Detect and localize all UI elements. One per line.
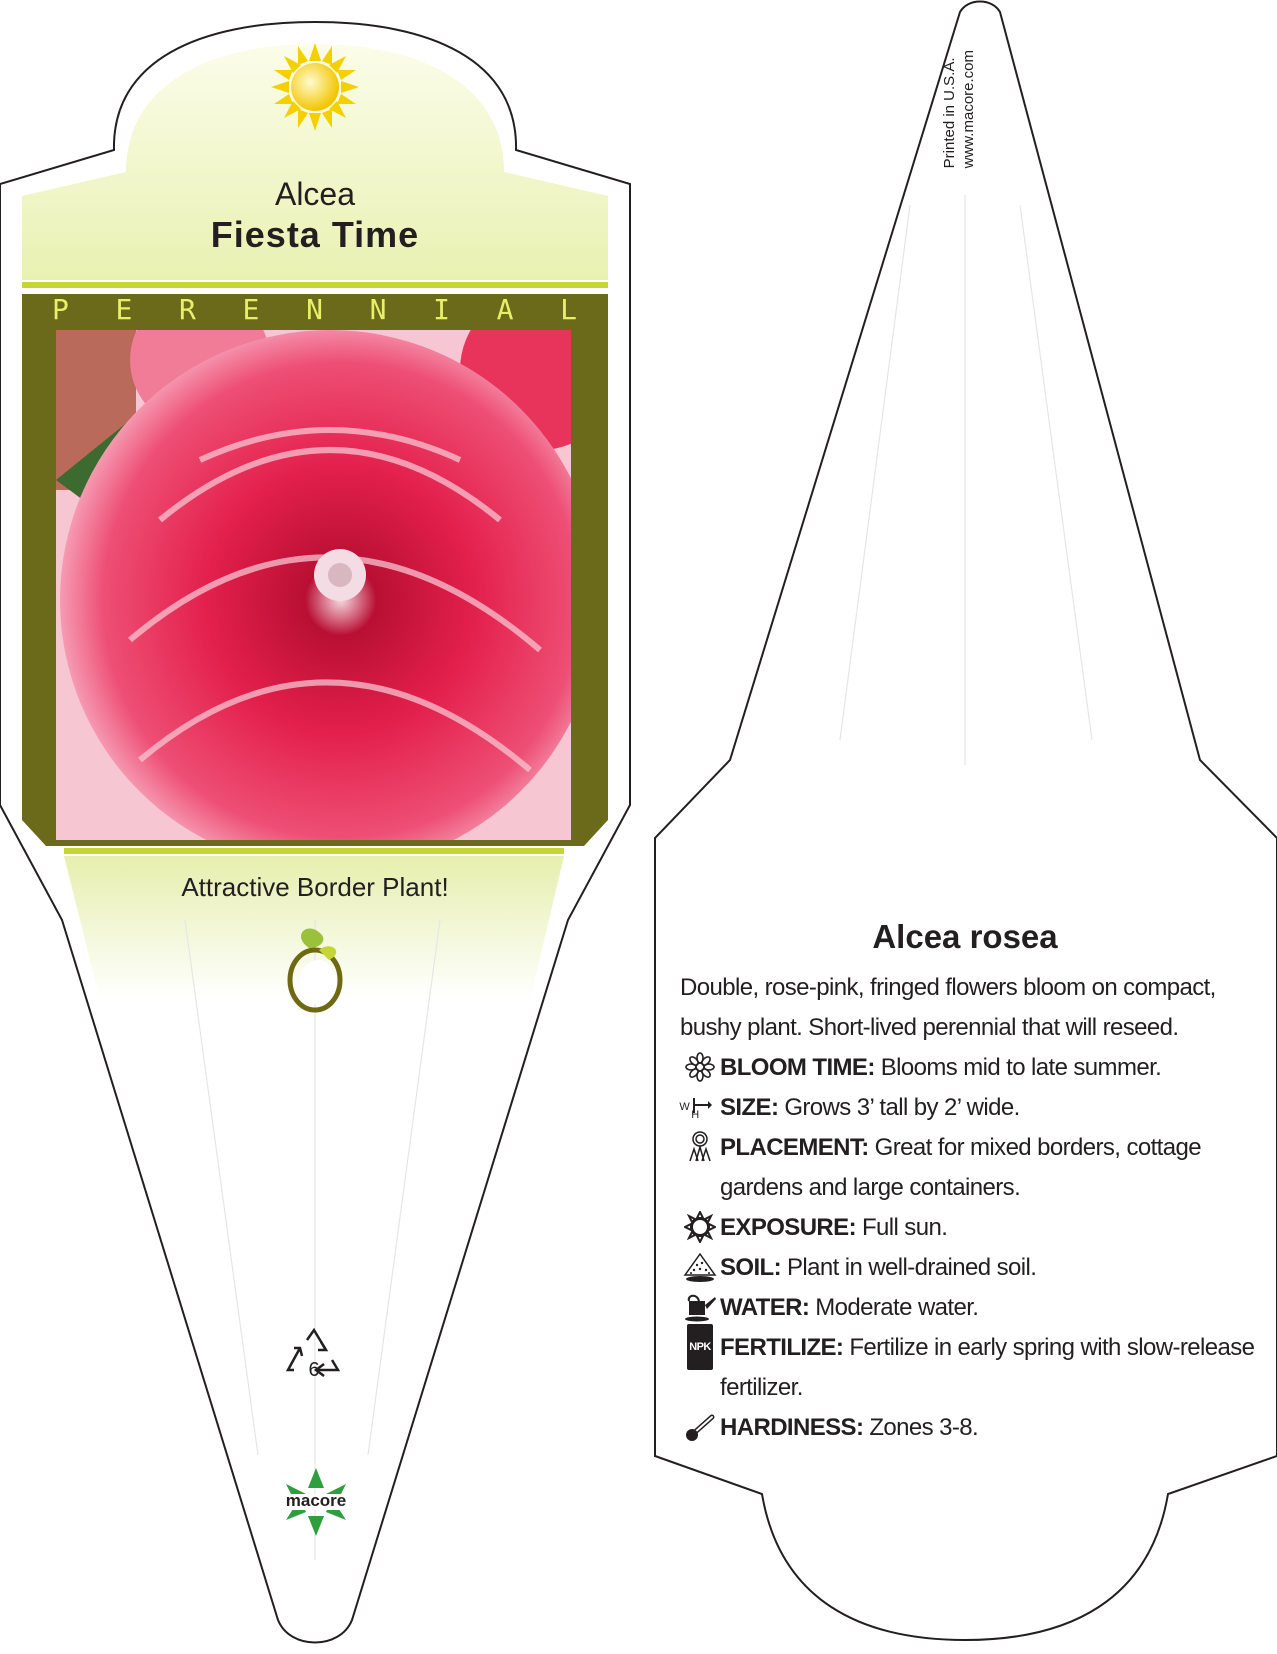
care-text: Fertilize in early spring with slow-release fertilizer. <box>720 1334 1255 1401</box>
imprint <box>940 50 978 168</box>
care-info <box>680 968 1265 1448</box>
npk-icon <box>680 1328 720 1366</box>
tagline: Attractive Border Plant! <box>181 872 449 902</box>
sun-outline-icon <box>680 1208 720 1246</box>
size-h-label: H <box>691 1109 699 1121</box>
care-label: WATER: <box>720 1294 810 1321</box>
category-letter: E <box>242 293 260 326</box>
category-letter: P <box>52 293 69 326</box>
category-letter: I <box>433 293 450 326</box>
care-item-exposure <box>680 1208 1265 1248</box>
watering-can-icon <box>680 1288 720 1326</box>
genus-name: Alcea <box>274 176 356 212</box>
category-letter: N <box>369 293 387 326</box>
care-item-placement <box>680 1128 1265 1208</box>
flower-photo <box>56 290 620 870</box>
care-label: BLOOM TIME: <box>720 1054 875 1081</box>
flower-icon <box>680 1048 720 1086</box>
care-item-soil <box>680 1248 1265 1288</box>
category-label <box>22 293 607 326</box>
thermometer-icon <box>680 1408 720 1446</box>
care-label: HARDINESS: <box>720 1414 864 1441</box>
description: Double, rose-pink, fringed flowers bloom on compact, bushy plant. Short-lived perennial that will reseed. <box>680 974 1216 1041</box>
category-letter: L <box>560 293 577 326</box>
recycle-number: 6 <box>308 1359 320 1381</box>
care-item-size <box>680 1088 1265 1128</box>
size-w-label: W <box>679 1101 690 1113</box>
care-label: PLACEMENT: <box>720 1134 869 1161</box>
category-letter: A <box>496 293 514 326</box>
category-letter: E <box>115 293 133 326</box>
species-name: Alcea rosea <box>872 918 1058 955</box>
care-text: Zones 3-8. <box>869 1414 979 1441</box>
brand-name: macore <box>285 1491 347 1510</box>
category-letter: N <box>306 293 323 326</box>
sun-icon <box>271 43 359 131</box>
care-label: SOIL: <box>720 1254 781 1281</box>
care-text: Grows 3’ tall by 2’ wide. <box>784 1094 1020 1121</box>
care-text: Plant in well-drained soil. <box>787 1254 1037 1281</box>
placement-icon <box>680 1128 720 1166</box>
care-label: EXPOSURE: <box>720 1214 856 1241</box>
care-item-fertilize <box>680 1328 1265 1408</box>
care-text: Moderate water. <box>815 1294 979 1321</box>
size-icon <box>680 1088 720 1126</box>
care-label: FERTILIZE: <box>720 1334 844 1361</box>
care-label: SIZE: <box>720 1094 779 1121</box>
npk-label: NPK <box>687 1324 712 1370</box>
care-item-water <box>680 1288 1265 1328</box>
care-text: Blooms mid to late summer. <box>880 1054 1162 1081</box>
imprint-line: Printed in U.S.A. <box>941 57 958 169</box>
category-letter: R <box>179 293 196 326</box>
cultivar-name: Fiesta Time <box>210 214 420 255</box>
care-item-bloom <box>680 1048 1265 1088</box>
care-text: Full sun. <box>861 1214 948 1241</box>
care-text: Great for mixed borders, cottage gardens and large containers. <box>720 1134 1201 1201</box>
care-item-hardiness <box>680 1408 1265 1448</box>
soil-icon <box>680 1248 720 1286</box>
imprint-line: www.macore.com <box>960 50 977 169</box>
